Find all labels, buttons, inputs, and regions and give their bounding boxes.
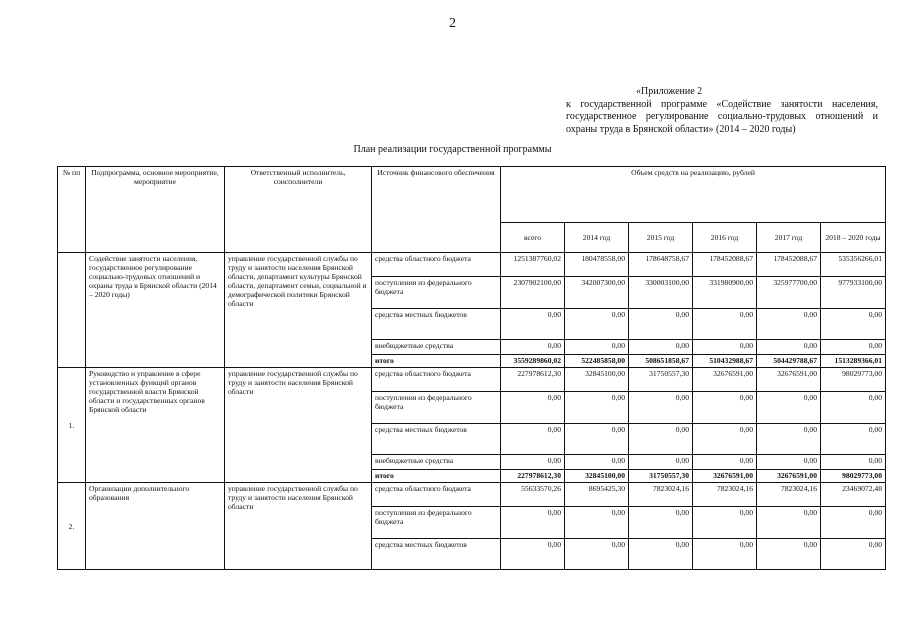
amount-cell: 0,00 (757, 507, 821, 539)
amount-cell: 0,00 (501, 507, 565, 539)
amount-cell: 0,00 (501, 539, 565, 570)
amount-cell: 32676591,00 (693, 368, 757, 392)
row-number: 2. (58, 483, 86, 570)
amount-cell: 977933100,00 (821, 277, 886, 309)
amount-cell: 0,00 (629, 507, 693, 539)
header-2018-2020: 2018 – 2020 годы (821, 223, 886, 253)
amount-cell: 0,00 (821, 340, 886, 355)
funding-source: поступления из федерального бюджета (372, 507, 501, 539)
funding-source: поступления из федерального бюджета (372, 277, 501, 309)
amount-cell: 0,00 (501, 455, 565, 470)
amount-cell: 31750557,30 (629, 368, 693, 392)
amount-cell: 32676591,00 (693, 470, 757, 483)
amount-cell: 0,00 (565, 340, 629, 355)
amount-cell: 325977700,00 (757, 277, 821, 309)
amount-cell: 0,00 (821, 309, 886, 340)
amount-cell: 8695425,30 (565, 483, 629, 507)
amount-cell: 0,00 (693, 392, 757, 424)
amount-cell: 0,00 (629, 392, 693, 424)
amount-cell: 0,00 (629, 424, 693, 455)
header-total: всего (501, 223, 565, 253)
subprogram-name: Организации дополнительного образования (86, 483, 225, 570)
appendix-line-2: к государственной программе «Содействие занятости населения, (566, 98, 878, 110)
header-2015: 2015 год (629, 223, 693, 253)
amount-cell: 0,00 (693, 539, 757, 570)
amount-cell: 0,00 (629, 309, 693, 340)
amount-cell: 0,00 (821, 455, 886, 470)
executor-name: управление государственной службы по труду и занятости населения Брянской области, департамент культуры Брянской области, департамент семьи, социальной и демографической политики Брянской области (225, 253, 372, 368)
amount-cell: 23469072,48 (821, 483, 886, 507)
funding-source: итого (372, 470, 501, 483)
amount-cell: 330003100,00 (629, 277, 693, 309)
header-subprogram: Подпрограмма, основное мероприятие, мероприятие (86, 167, 225, 253)
funding-source: внебюджетные средства (372, 455, 501, 470)
amount-cell: 0,00 (821, 424, 886, 455)
funding-source: средства областного бюджета (372, 483, 501, 507)
amount-cell: 0,00 (821, 392, 886, 424)
appendix-note (566, 86, 878, 136)
funding-source: итого (372, 355, 501, 368)
amount-cell: 508651858,67 (629, 355, 693, 368)
funding-source: средства местных бюджетов (372, 309, 501, 340)
amount-cell: 227978612,30 (501, 470, 565, 483)
appendix-line-4: охраны труда в Брянской области» (2014 – 2020 годы) (566, 123, 796, 135)
amount-cell: 0,00 (565, 309, 629, 340)
header-2014: 2014 год (565, 223, 629, 253)
amount-cell: 0,00 (565, 539, 629, 570)
amount-cell: 0,00 (629, 539, 693, 570)
amount-cell: 331980900,00 (693, 277, 757, 309)
header-source: Источник финансового обеспечения (372, 167, 501, 253)
amount-cell: 0,00 (757, 539, 821, 570)
appendix-line-3: государственное регулирование социально-трудовых отношений и (566, 111, 878, 122)
subprogram-name: Содействие занятости населения, государственное регулирование социально-трудовых отношений и охраны труда в Брянской области (2014 – 2020 годы) (86, 253, 225, 368)
amount-cell: 0,00 (757, 340, 821, 355)
amount-cell: 0,00 (629, 455, 693, 470)
amount-cell: 31750557,30 (629, 470, 693, 483)
amount-cell: 0,00 (693, 340, 757, 355)
amount-cell: 178452088,67 (757, 253, 821, 277)
amount-cell: 0,00 (757, 455, 821, 470)
funding-source: поступления из федерального бюджета (372, 392, 501, 424)
amount-cell: 535356266,01 (821, 253, 886, 277)
amount-cell: 522485858,00 (565, 355, 629, 368)
amount-cell: 55633570,26 (501, 483, 565, 507)
page-number: 2 (449, 16, 456, 31)
amount-cell: 342007300,00 (565, 277, 629, 309)
funding-source: средства местных бюджетов (372, 539, 501, 570)
amount-cell: 7823024,16 (757, 483, 821, 507)
header-num: № пп (58, 167, 86, 253)
table-row (58, 483, 886, 507)
table-row (58, 253, 886, 277)
funding-source: средства областного бюджета (372, 368, 501, 392)
amount-cell: 0,00 (821, 539, 886, 570)
program-plan-table (57, 166, 886, 570)
amount-cell: 0,00 (501, 309, 565, 340)
header-executor: Ответственный исполнитель, соисполнители (225, 167, 372, 253)
amount-cell: 32845100,00 (565, 368, 629, 392)
amount-cell: 7823024,16 (629, 483, 693, 507)
amount-cell: 0,00 (693, 455, 757, 470)
amount-cell: 0,00 (693, 309, 757, 340)
amount-cell: 0,00 (565, 507, 629, 539)
subprogram-name: Руководство и управление в сфере установленных функций органов государственной власти Брянской области и государственных органов Брянской области (86, 368, 225, 483)
amount-cell: 0,00 (757, 424, 821, 455)
amount-cell: 32676591,00 (757, 470, 821, 483)
header-2017: 2017 год (757, 223, 821, 253)
amount-cell: 7823024,16 (693, 483, 757, 507)
appendix-line-1: «Приложение 2 (636, 86, 703, 97)
document-title: План реализации государственной программы (353, 144, 552, 155)
amount-cell: 0,00 (501, 424, 565, 455)
amount-cell: 178452088,67 (693, 253, 757, 277)
amount-cell: 0,00 (565, 424, 629, 455)
amount-cell: 227978612,30 (501, 368, 565, 392)
amount-cell: 510432988,67 (693, 355, 757, 368)
row-number (58, 253, 86, 368)
amount-cell: 0,00 (501, 340, 565, 355)
amount-cell: 0,00 (693, 507, 757, 539)
amount-cell: 98029773,00 (821, 470, 886, 483)
amount-cell: 0,00 (565, 392, 629, 424)
amount-cell: 98029773,00 (821, 368, 886, 392)
header-volume: Объем средств на реализацию, рублей (501, 167, 886, 223)
funding-source: средства областного бюджета (372, 253, 501, 277)
amount-cell: 1513289366,01 (821, 355, 886, 368)
amount-cell: 178648758,67 (629, 253, 693, 277)
amount-cell: 0,00 (757, 309, 821, 340)
amount-cell: 504429788,67 (757, 355, 821, 368)
header-2016: 2016 год (693, 223, 757, 253)
table-row (58, 368, 886, 392)
amount-cell: 0,00 (693, 424, 757, 455)
amount-cell: 3559289860,02 (501, 355, 565, 368)
amount-cell: 2307902100,00 (501, 277, 565, 309)
amount-cell: 32676591,00 (757, 368, 821, 392)
executor-name: управление государственной службы по труду и занятости населения Брянской области (225, 368, 372, 483)
amount-cell: 0,00 (565, 455, 629, 470)
row-number: 1. (58, 368, 86, 483)
funding-source: средства местных бюджетов (372, 424, 501, 455)
amount-cell: 0,00 (821, 507, 886, 539)
amount-cell: 32845100,00 (565, 470, 629, 483)
amount-cell: 0,00 (757, 392, 821, 424)
amount-cell: 0,00 (501, 392, 565, 424)
amount-cell: 1251387760,02 (501, 253, 565, 277)
amount-cell: 0,00 (629, 340, 693, 355)
amount-cell: 180478558,00 (565, 253, 629, 277)
executor-name: управление государственной службы по труду и занятости населения Брянской области (225, 483, 372, 570)
funding-source: внебюджетные средства (372, 340, 501, 355)
